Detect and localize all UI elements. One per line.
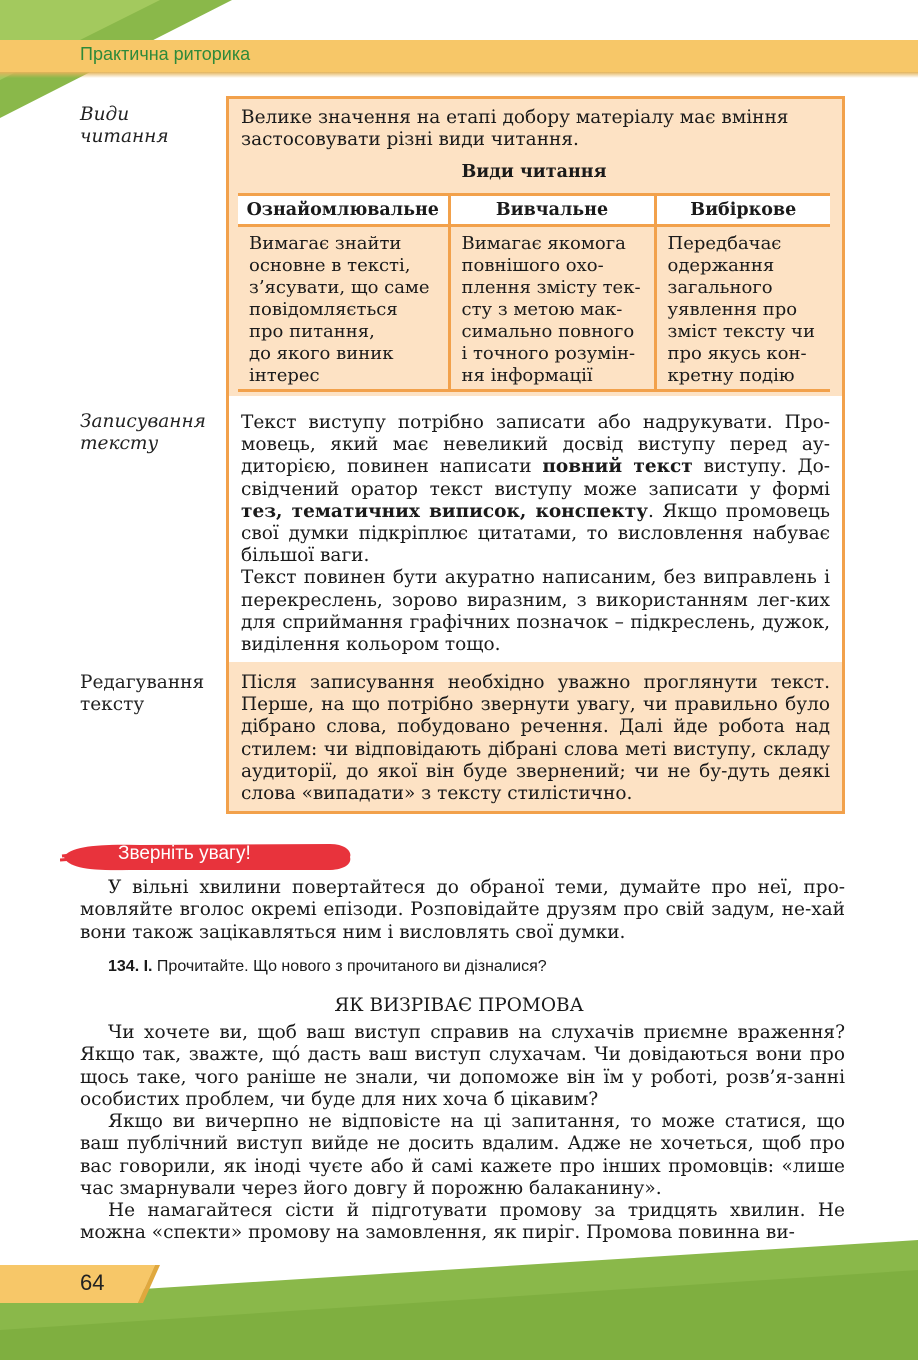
- story-paragraph-2: Якщо ви вичерпно не відповісте на ці запитання, то може статися, що ваш публічний виступ вийде не досить вдалим. Адже не хочеться, щоб про вас говорили, як іноді чуєте або й самі кажете про інших промовців: «лише час змарнували через його довгу й порожню балаканину».: [80, 1111, 845, 1199]
- story-paragraph-1: Чи хочете ви, щоб ваш виступ справив на слухачів приємне враження? Якщо так, зважте, щó дасть ваш виступ слухачам. Чи довідаються вони про щось таке, чого раніше не знали, чи допоможе він їм у роботі, розв’я-занні особистих проблем, чи буде для них хоча б цікавим?: [80, 1022, 845, 1110]
- editing-paragraph: Після записування необхідно уважно проглянути текст. Перше, на що потрібно звернути увагу, чи правильно було дібрано слова, побудовано речення. Далі йде робота над стилем: чи відповідають дібрані слова меті виступу, складу аудиторії, до якої він буде звернений; чи не бу-дуть деякі слова «випадати» з тексту стилістично.: [241, 672, 830, 805]
- bold-term: конспекту: [535, 500, 648, 522]
- running-header-title: Практична риторика: [80, 44, 251, 64]
- attention-text: У вільні хвилини повертайтеся до обраної теми, думайте про неї, про-мовляйте вголос окремі епізоди. Розповідайте друзям про свій задум, не-хай вони також зацікавляться ним і висловлять свої думки.: [80, 877, 845, 943]
- page-number: 64: [80, 1270, 105, 1295]
- table-cell: Вимагає якомога повнішого охо- плення змісту тек- сту з метою мак- симально повного і точного розумін- ня інформації: [449, 226, 655, 391]
- attention-label: Зверніть увагу!: [118, 843, 251, 864]
- reading-intro: Велике значення на етапі добору матеріалу має вміння застосовувати різні види читання.: [241, 107, 789, 151]
- column-header: Вивчальне: [449, 195, 655, 226]
- writing-block: [226, 396, 845, 662]
- bold-term: повний текст: [542, 456, 693, 478]
- story-paragraph-3: Не намагайтеся сісти й підготувати промову за тридцять хвилин. Не можна «спекти» промову на замовлення, як пиріг. Промова повинна ви-: [80, 1200, 845, 1244]
- editing-block: [226, 662, 845, 814]
- task-instruction: 134. І. Прочитайте. Що нового з прочитаного ви дізналися?: [108, 958, 547, 975]
- section-label-reading: Види читання: [80, 104, 169, 147]
- header-shadow: [0, 72, 918, 78]
- table-row: [238, 226, 830, 391]
- column-header: Ознайомлювальне: [238, 195, 449, 226]
- bold-term: тематичних виписок: [291, 500, 520, 522]
- section-label-editing: Редагування тексту: [80, 672, 205, 715]
- table-cell: Вимагає знайти основне в тексті, з’ясувати, що саме повідомляється про питання, до якого виник інтерес: [238, 226, 449, 391]
- writing-paragraph-1: Текст виступу потрібно записати або надрукувати. Про-мовець, який має невеликий досвід виступу перед ау-диторією, повинен написати повний текст виступу. До-свідчений оратор текст виступу може записати у формі тез, тематичних виписок, конспекту. Якщо промовець свої думки підкріплює цитатами, то висловлення набуває більшої ваги.: [241, 412, 830, 567]
- story-title: ЯК ВИЗРІВАЄ ПРОМОВА: [334, 995, 584, 1016]
- reading-table-caption: Види читання: [461, 162, 607, 182]
- task-number: 134. І.: [108, 958, 153, 975]
- writing-paragraph-2: Текст повинен бути акуратно написаним, без виправлень і перекреслень, зорово виразним, з використанням лег-ких для сприймання графічних позначок – підкреслень, дужок, виділення кольором тощо.: [241, 567, 830, 656]
- reading-types-table: [238, 193, 830, 392]
- table-cell: Передбачає одержання загального уявлення про зміст тексту чи про якусь кон- кретну подію: [655, 226, 830, 391]
- section-label-writing: Записування тексту: [80, 411, 206, 454]
- bold-term: тез: [241, 500, 277, 522]
- column-header: Вибіркове: [655, 195, 830, 226]
